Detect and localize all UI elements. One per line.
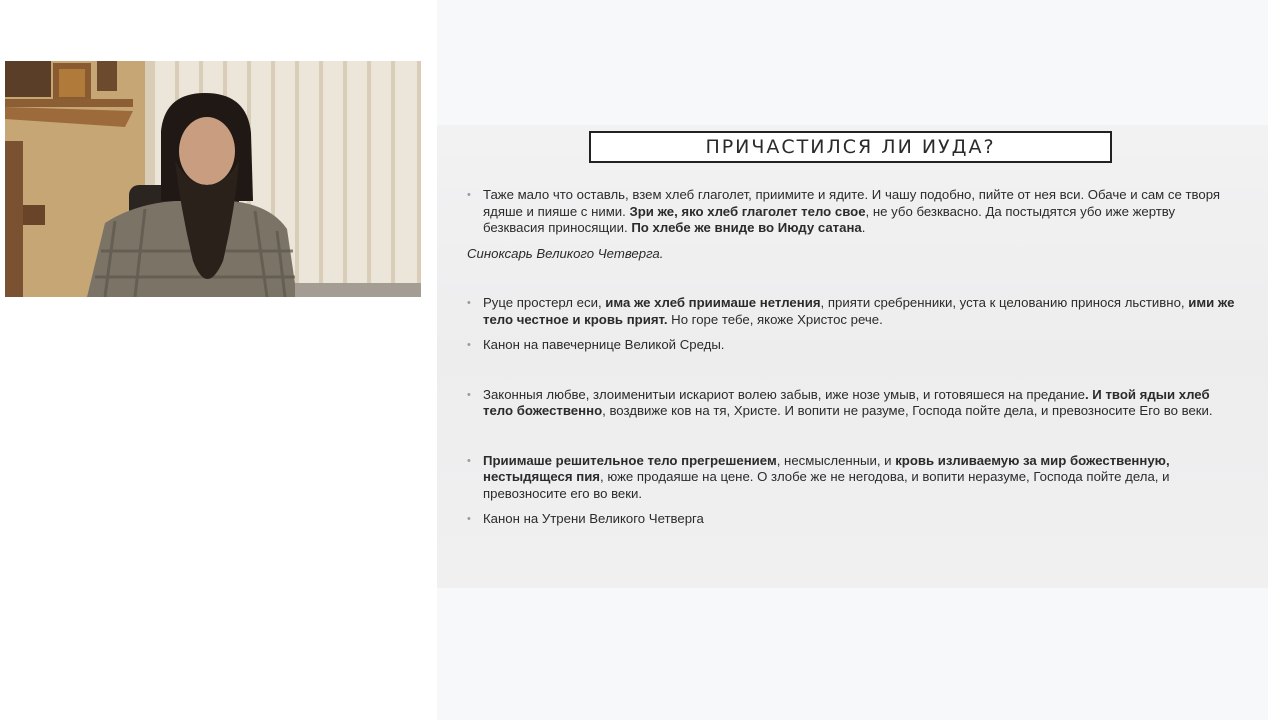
emphasis-text: По хлебе же вниде во Июду сатана: [631, 220, 862, 235]
slide-bullet-2: [467, 295, 1237, 328]
slide-title: ПРИЧАСТИЛСЯ ЛИ ИУДА?: [589, 131, 1112, 163]
slide-source-2: [467, 337, 1237, 354]
slide-bullet-4: [467, 453, 1237, 503]
slide-content: [467, 187, 1237, 528]
body-text: , прияти сребренники, уста к целованию принося льстивно,: [820, 295, 1189, 310]
body-text: , не убо безквасно. Да постыдятся убо иже жертву безквасия приносящии.: [483, 203, 1176, 235]
body-text: Синоксарь Великого Четверга.: [467, 245, 664, 261]
body-text: Канон на Утрени Великого Четверга: [483, 511, 704, 526]
body-text: , воздвиже ков на тя, Христе. И вопити не разуме, Господа пойте дела, и превозносите Его во веки.: [602, 403, 1213, 418]
body-text: , юже продаяше на цене. О злобе же не негодова, и вопити неразуме, Господа пойте дела, и превозносите его во веки.: [483, 469, 1170, 501]
body-text: Но горе тебе, якоже Христос рече.: [667, 311, 883, 327]
emphasis-text: Зри же, яко хлеб глаголет тело свое: [629, 203, 866, 219]
slide-source-1: [467, 246, 1237, 263]
body-text: Канон на павечернице Великой Среды.: [483, 337, 725, 352]
emphasis-text: Приимаше решительное тело прегрешением: [483, 452, 777, 468]
body-text: .: [861, 220, 866, 235]
body-text: Таже мало что оставль, взем хлеб глаголет, приимите и ядите. И чашу подобно, пийте от нея вси. Обаче и сам се творя ядяше и пияше с ними.: [483, 187, 1221, 219]
body-text: , несмысленныи, и: [776, 452, 896, 468]
slide-bullet-3: [467, 387, 1237, 420]
body-text: Законныя любве, злоименитыи искариот волею забыв, иже нозе умыв, и готовяшеся на предание: [483, 386, 1085, 402]
slide-source-3: [467, 511, 1237, 528]
emphasis-text: има же хлеб приимаше нетления: [605, 295, 821, 310]
emphasis-text: кровь изливаемую за мир божественную, нестыдящеся пия: [483, 452, 1170, 484]
emphasis-text: . И твой ядыи хлеб тело божественно: [483, 386, 1210, 418]
slide-bullet-1: [467, 187, 1237, 237]
emphasis-text: ими же тело честное и кровь прият.: [483, 295, 1235, 327]
webcam-video: [5, 61, 421, 297]
body-text: Руце простерл еси,: [483, 295, 606, 310]
